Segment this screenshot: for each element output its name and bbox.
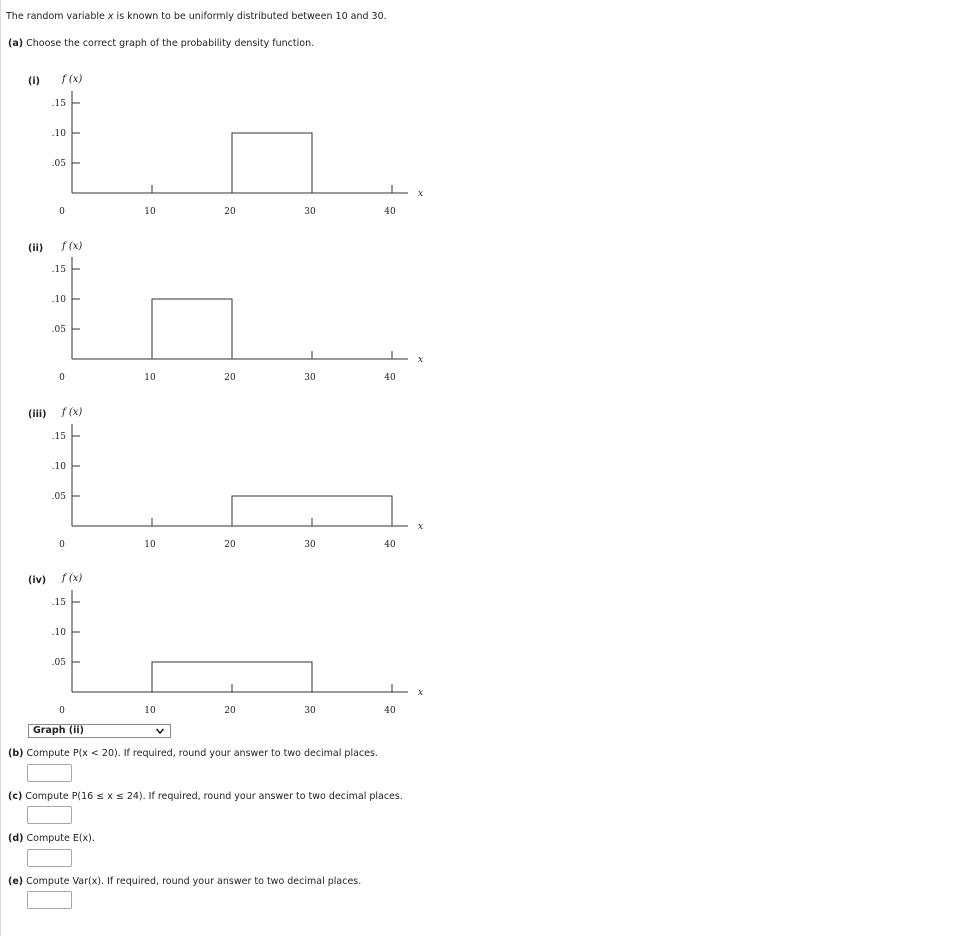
x-tick-label: 40 [384, 207, 396, 217]
y-tick-label: .15 [51, 265, 66, 275]
graph-select[interactable] [28, 724, 171, 738]
x-tick-label: 20 [224, 706, 236, 716]
part-c-text: Compute P(16 ≤ x ≤ 24). If required, round your answer to two decimal places. [22, 791, 403, 802]
part-e-prompt [8, 876, 361, 887]
part-d-prompt [8, 833, 95, 844]
x-tick-label: 30 [304, 706, 316, 716]
x-tick-label: 10 [144, 706, 156, 716]
x-tick-label: 30 [304, 207, 316, 217]
x-tick-label: 0 [59, 706, 65, 716]
part-d-text: Compute E(x). [23, 833, 95, 844]
x-tick-label: 10 [144, 373, 156, 383]
fx-label-iii: f (x) [62, 407, 83, 418]
part-d-answer-input[interactable] [27, 849, 72, 867]
part-c-answer-input[interactable] [27, 806, 72, 824]
part-e-text: Compute Var(x). If required, round your answer to two decimal places. [23, 876, 362, 887]
part-b-answer-input[interactable] [27, 764, 72, 782]
x-tick-label: 20 [224, 207, 236, 217]
graph-label-i: (i) [28, 76, 40, 87]
part-b-prompt [8, 748, 378, 759]
y-tick-label: .15 [51, 432, 66, 442]
part-e-answer-input[interactable] [27, 891, 72, 909]
intro-text: The random variable [6, 11, 108, 22]
x-tick-label: 40 [384, 540, 396, 550]
part-d-label: (d) [8, 833, 24, 844]
part-b-label: (b) [8, 748, 24, 759]
x-axis-label: x [418, 522, 424, 532]
y-tick-label: .05 [51, 492, 66, 502]
chevron-down-icon [155, 726, 165, 736]
graph-label-iii: (iii) [28, 409, 47, 420]
y-tick-label: .15 [51, 598, 66, 608]
y-tick-label: .15 [51, 99, 66, 109]
part-b-text: Compute P(x < 20). If required, round your answer to two decimal places. [23, 748, 378, 759]
y-tick-label: .05 [51, 159, 66, 169]
x-axis-label: x [418, 688, 424, 698]
graph-iv-plot [0, 587, 440, 722]
y-tick-label: .05 [51, 325, 66, 335]
density-rectangle [152, 299, 232, 359]
x-tick-label: 20 [224, 373, 236, 383]
graph-i-plot [0, 88, 440, 223]
y-tick-label: .10 [51, 129, 66, 139]
graph-ii-plot [0, 254, 440, 389]
y-tick-label: .10 [51, 628, 66, 638]
graph-iii-plot [0, 421, 440, 556]
y-tick-label: .05 [51, 658, 66, 668]
x-axis-label: x [418, 189, 424, 199]
x-tick-label: 30 [304, 373, 316, 383]
density-rectangle [232, 133, 312, 193]
x-tick-label: 20 [224, 540, 236, 550]
part-a-prompt [8, 38, 314, 49]
part-e-label: (e) [8, 876, 24, 887]
part-c-label: (c) [8, 791, 23, 802]
fx-label-i: f (x) [62, 74, 83, 85]
x-tick-label: 0 [59, 373, 65, 383]
x-tick-label: 40 [384, 373, 396, 383]
fx-label-ii: f (x) [62, 241, 83, 252]
x-axis-label: x [418, 355, 424, 365]
graph-label-ii: (ii) [28, 243, 44, 254]
intro-variable: x [107, 11, 114, 22]
y-tick-label: .10 [51, 295, 66, 305]
intro-text-end: is known to be uniformly distributed between 10 and 30. [113, 11, 387, 22]
fx-label-iv: f (x) [62, 573, 83, 584]
x-tick-label: 30 [304, 540, 316, 550]
x-tick-label: 0 [59, 207, 65, 217]
x-tick-label: 10 [144, 540, 156, 550]
x-tick-label: 10 [144, 207, 156, 217]
graph-label-iv: (iv) [28, 575, 47, 586]
part-a-text: Choose the correct graph of the probability density function. [23, 38, 315, 49]
x-tick-label: 0 [59, 540, 65, 550]
y-tick-label: .10 [51, 462, 66, 472]
part-a-label: (a) [8, 38, 24, 49]
part-c-prompt [8, 791, 403, 802]
x-tick-label: 40 [384, 706, 396, 716]
graph-select-value: Graph (ii) [33, 725, 84, 736]
problem-intro [6, 11, 387, 22]
